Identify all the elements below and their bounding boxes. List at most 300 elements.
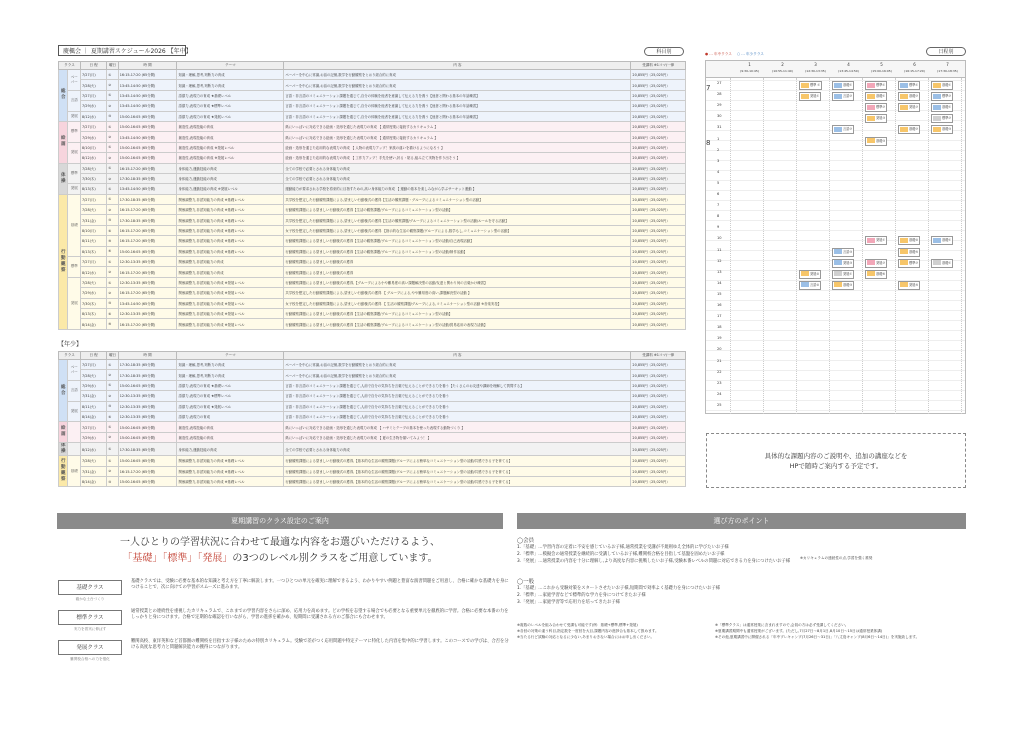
class-level-cell: 発展 (68, 111, 81, 121)
calendar-day: 11 (717, 247, 722, 252)
date-cell: 8/14(金) (81, 476, 107, 486)
time-cell: 13:45-14:50 (65分間) (118, 90, 177, 100)
content-cell: 女子校を想定した行動観察課題による,望ましい行動様式の獲得 【指示的な生活の観察課題/グループによる,数学もし,コミュニケーション型の活動】 (284, 225, 631, 235)
class-color-swatch (867, 116, 875, 121)
table-row (59, 194, 686, 204)
fee-cell: 20,855円（25,025円） (631, 121, 686, 131)
date-cell: 8/14(金) (81, 411, 107, 421)
calendar-column-line (961, 78, 962, 414)
calendar-period-header (733, 61, 766, 75)
time-cell: 17:30-18:35 (65分間) (118, 215, 177, 225)
table-row (59, 101, 686, 111)
time-cell: 16:15-17:20 (65分間) (118, 70, 177, 80)
table-row (59, 267, 686, 277)
col-theme: テーマ (177, 352, 284, 360)
class-color-swatch (867, 105, 875, 110)
calendar-day: 31 (717, 125, 722, 130)
content-cell: 共学校を想定した行動観察課題による,望ましい行動様式の獲得【生活の観察課題・グループによるコミュニケーション型の活動】 (284, 194, 631, 204)
fee-cell: 20,855円（25,025円） (631, 319, 686, 329)
content-cell: 言語・非言語のコミュニケーション課題を通じて,自分の体験を他者を意識して伝える力を養う【他者と関わる基本の年話練習】 (284, 90, 631, 100)
content-cell: 行動観察課題による望ましい行動様式の獲得 (284, 267, 631, 277)
class-section-banner: 夏期講習のクラス設定のご案内 (57, 513, 503, 529)
content-cell: 共学校を想定した行動観察課題による,望ましい行動様式の獲得 【 グループによる,やや難易度の高い,課題解決型の活動 】 (284, 288, 631, 298)
chip-label: 基礎③ (942, 127, 952, 132)
calendar-session-chip[interactable] (832, 248, 854, 257)
class-level-cell: 標準 (68, 121, 81, 142)
session-cell: ① (107, 194, 119, 204)
session-cell: ① (107, 163, 119, 173)
fee-cell: 20,855円（25,025円） (631, 163, 686, 173)
table-row (59, 391, 686, 401)
calendar-session-chip[interactable] (931, 125, 953, 134)
class-color-swatch (801, 83, 809, 88)
table-header-row (59, 352, 686, 360)
table-row (59, 456, 686, 466)
theme-cell: 関係調整力,非認知能力の育成 ※発展レベル (177, 277, 284, 287)
col-date: 日 程 (81, 352, 107, 360)
content-cell: 全ての学校で必要とされる身体能力の育成 (284, 163, 631, 173)
theme-cell: 関係調整力,非認知能力の育成 ※基礎レベル (177, 236, 284, 246)
calendar-day: 23 (717, 380, 722, 385)
calendar-session-chip[interactable] (865, 259, 887, 268)
date-cell: 8/12(水) (81, 111, 107, 121)
date-cell: 7/28(火) (81, 370, 107, 380)
fee-cell: 20,855円（25,025円） (631, 225, 686, 235)
calendar-header (705, 60, 966, 78)
col-theme: テーマ (177, 62, 284, 70)
table-row (59, 90, 686, 100)
calendar-day: 17 (717, 314, 722, 319)
content-cell: 共学校を想定した行動観察課題による,望ましい行動様式の獲得【生活の観察課題/グループによるコミュニケーション型の活動/ルールを守る活動】 (284, 215, 631, 225)
table-row (59, 432, 686, 442)
class-color-swatch (867, 83, 875, 88)
content-cell: 行動観察課題による望ましい行動様式の獲得【生活の観察課題/グループによるコミュニケーション型の活動】 (284, 308, 631, 318)
chip-label: 標準② (942, 94, 952, 99)
period-time: (10:55-11:40) (772, 69, 793, 73)
content-cell: 言語・非言語のコミュニケーション課題を通じて,自分の体験を他者を意識して伝える力を養う【他者と関わる基本の年話練習】 (284, 101, 631, 111)
session-cell: ② (107, 466, 119, 476)
class-label-box: 基礎クラス (58, 580, 122, 595)
calendar-period-header (865, 61, 898, 75)
theme-cell: 創造性,表現技能の育成 (177, 121, 284, 131)
class-description: 基礎クラスでは、受験に必要な基本的な知識と考え方を丁寧に解説します。一つひとつの単元を確実に理解できるよう、わかりやすい例題と豊富な演習問題をご用意し、合格に確かな基礎力を身につけることで、次に向けての学習がスムーズに進みます。 (131, 579, 509, 591)
calendar-session-chip[interactable] (832, 281, 854, 290)
class-color-swatch (834, 260, 842, 265)
theme-cell: 創造性,表現技能の育成 (177, 132, 284, 142)
date-cell: 8/13(木) (81, 184, 107, 194)
class-color-swatch (900, 127, 908, 132)
calendar-session-chip[interactable] (898, 81, 920, 90)
content-cell: 行動観察課題による望ましい行動様式の獲得【生活の観察課題/グループによるコミュニケーション型の活動/貿易応用の表現力活動】 (284, 319, 631, 329)
point-item: 2.「標準」…模擬会の通常授業を継続的に受講しているお子様,難関校合格を目指して基盤を固めたいお子様 (517, 552, 725, 557)
theme-cell: 関係調整力,非認知能力の育成 ※発展レベル (177, 319, 284, 329)
calendar-day: 22 (717, 369, 722, 374)
chip-label: 基礎② (909, 94, 919, 99)
content-cell: 紙にいっぱいに対応できる絵画・造形を通じた表現力の育成 【 通常授業に接続するカリキュラム 】 (284, 121, 631, 131)
calendar-column-line (829, 78, 830, 414)
session-cell: ③ (107, 401, 119, 411)
calendar-day: 1 (717, 136, 720, 141)
calendar-period-header (832, 61, 865, 75)
date-cell: 8/10(月) (81, 142, 107, 152)
class-color-swatch (933, 94, 941, 99)
session-cell: ② (107, 205, 119, 215)
chip-label: 標準② (942, 116, 952, 121)
calendar-session-chip[interactable] (931, 236, 953, 245)
date-cell: 7/28(火) (81, 456, 107, 466)
time-cell: 15:00-16:05 (65分間) (118, 432, 177, 442)
class-color-swatch (900, 105, 908, 110)
content-cell: 行動観察課題による望ましい行動様式の獲得 (284, 257, 631, 267)
class-color-swatch (867, 271, 875, 276)
session-cell: ⑥ (107, 246, 119, 256)
time-cell: 13:45-14:50 (65分間) (118, 184, 177, 194)
table-row (59, 111, 686, 121)
chip-label: 発展④ (810, 271, 820, 276)
chip-label: 基礎① (876, 94, 886, 99)
calendar-day: 8 (717, 214, 720, 219)
theme-cell: 語彙力,表現力の育成 ★基礎レベル (177, 90, 284, 100)
class-color-swatch (867, 94, 875, 99)
col-class: クラス (59, 62, 81, 70)
fee-cell: 20,855円（25,025円） (631, 411, 686, 421)
class-color-swatch (801, 282, 809, 287)
calendar-session-chip[interactable] (832, 125, 854, 134)
theme-cell: 身体能力,運動技能の育成 (177, 173, 284, 183)
content-cell: 紙にいっぱいに対応できる絵画・造形を通じた表現力の育成 【 夏の生き物を描いてみよう！ 】 (284, 432, 631, 442)
content-cell: 行動観察課題による望ましい行動様式の獲得【生活の観察課題/グループによるコミュニケーション型の活動/自己表現活動】 (284, 236, 631, 246)
calendar-column-line (862, 78, 863, 414)
session-cell: ① (107, 184, 119, 194)
calendar-session-chip[interactable] (799, 281, 821, 290)
session-cell: ③ (107, 111, 119, 121)
class-color-swatch (801, 94, 809, 99)
table-row (59, 288, 686, 298)
chip-label: 標準② (909, 260, 919, 265)
time-cell: 15:00-16:05 (65分間) (118, 456, 177, 466)
fee-cell: 20,855円（25,025円） (631, 466, 686, 476)
fee-cell: 20,855円（25,025円） (631, 380, 686, 390)
date-cell: 7/28(火) (81, 205, 107, 215)
schedule-table-jr (58, 351, 686, 487)
calendar-session-chip[interactable] (931, 92, 953, 101)
calendar-column-line (730, 78, 731, 414)
date-cell: 8/11(火) (81, 401, 107, 411)
period-number: 4 (847, 62, 850, 67)
fee-cell: 20,855円（25,025円） (631, 70, 686, 80)
chip-label: 言語③ (843, 249, 853, 254)
chip-label: 標準① (909, 83, 919, 87)
calendar-day: 29 (717, 103, 722, 108)
theme-cell: 創造性,表現技能の育成 (177, 432, 284, 442)
class-level-cell (68, 422, 81, 443)
col-date: 日 程 (81, 62, 107, 70)
session-cell: ② (107, 173, 119, 183)
class-color-swatch (933, 105, 941, 110)
time-cell: 16:15-17:20 (65分間) (118, 319, 177, 329)
chip-label: 発展① (876, 238, 886, 243)
class-color-swatch (933, 127, 941, 132)
grade-label-mid: 【年中】 (167, 48, 192, 55)
class-name-cell: 体操 (59, 163, 68, 194)
point-item: 1.「基礎」…これから受験対策をスタートさせたいお子様,短期間で効率よく基礎力を身につけたいお子様 (517, 586, 721, 591)
table-row (59, 121, 686, 131)
class-description: 難関高校、東洋英和など首都圏の難関校を目指すお子様のための特別カリキュラム。受験で差がつく応用問題や特定テーマに特化した内容を集中的に学習します。このコースでの学びは、合否を分ける高度な思考力と問題解決能力の獲得につながります。 (131, 639, 509, 651)
points-notes-left: ※複数のレベルを組み合わせて受講も可能です(例：基礎+標準,標準+発展) ※各回の対策の違う科目,指定数を一度回を大目,課題内容の進捗合も基本して扱めます。 ※当たる行ど試験の対応となるに少ない,あまりおきない場合にはお申し出ください。 (517, 623, 659, 639)
theme-cell: 関係調整力,非認知能力の育成 ※発展レベル (177, 308, 284, 318)
calendar-session-chip[interactable] (931, 81, 953, 90)
date-cell: 7/29(水) (81, 101, 107, 111)
content-cell: 行動観察課題による望ましい行動様式の獲得,【基本的な生活の観察課題/グループによる簡単なコミュニケーション型の活動/共感できる子を育てる】 (284, 476, 631, 486)
content-cell: 言語・非言語のコミュニケーション課題を通じて,人前で自分の気持ちを言葉で伝えることができる力を養う (284, 391, 631, 401)
class-name-cell: 総合 (59, 360, 68, 422)
table-row (59, 411, 686, 421)
chip-label: 基礎① (942, 83, 952, 87)
class-description: 通常授業との連続性を重視したカリキュラムで、これまでの学習内容をさらに深め、応用力を高めます。どの学校を志望する場合でも必要となる重要単元を徹底的に学習。合格に必要な本番の力をしっかりと身につけます。合格で定期的な確認を行いながら、学習の進捗を確かめ、短期間に受講される方のご都合にも合わせます。 (131, 609, 509, 621)
theme-cell: 関係調整力,非認知能力の育成 ※基礎レベル (177, 225, 284, 235)
calendar-period-header (931, 61, 964, 75)
time-cell: 16:15-17:20 (65分間) (118, 163, 177, 173)
class-level-cell (68, 443, 81, 456)
date-cell: 7/28(火) (81, 80, 107, 90)
class-color-swatch (867, 238, 875, 243)
time-cell: 16:15-17:20 (65分間) (118, 466, 177, 476)
calendar-grid (705, 60, 966, 414)
period-time: (9:30-10:45) (740, 69, 759, 73)
calendar-session-chip[interactable] (799, 92, 821, 101)
session-cell: ① (107, 70, 119, 80)
calendar-session-chip[interactable] (865, 92, 887, 101)
calendar-day: 2 (717, 147, 720, 152)
table-row (59, 215, 686, 225)
time-cell: 15:00-16:05 (65分間) (118, 142, 177, 152)
fee-cell: 20,855円（25,025円） (631, 456, 686, 466)
class-color-swatch (834, 94, 842, 99)
calendar-session-chip[interactable] (799, 81, 822, 90)
hp-notice-box: 具体的な課題内容のご説明や、追加の講座などを HPで随時ご案内する予定です。 (706, 433, 966, 488)
chip-label: 言語② (843, 127, 853, 132)
points-section-banner: 選び方のポイント (517, 513, 966, 529)
calendar-day: 27 (717, 81, 722, 85)
fee-cell: 20,855円（25,025円） (631, 401, 686, 411)
content-cell: 行動観察課題による望ましい行動様式の獲得【生活の観察課題/グループによるコミュニケーション型の活動】 (284, 205, 631, 215)
calendar-day: 4 (717, 169, 720, 174)
chip-label: 言語② (843, 94, 853, 99)
fee-cell: 20,855円（25,025円） (631, 391, 686, 401)
calendar-session-chip[interactable] (799, 270, 821, 279)
class-level-cell: 標準 (68, 257, 81, 278)
date-cell: 8/12(水) (81, 267, 107, 277)
period-number: 5 (880, 62, 883, 67)
table-row (59, 422, 686, 432)
time-cell: 15:00-16:05 (65分間) (118, 121, 177, 131)
session-cell: ① (107, 443, 119, 456)
theme-cell: 身体能力,運動技能の育成 (177, 443, 284, 456)
session-cell: ① (107, 422, 119, 432)
content-cell: 行動観察課題による望ましい行動様式の獲得,【基本的な生活の観察課題/グループによる簡単なコミュニケーション型の活動/共感できる子を育てる】 (284, 456, 631, 466)
class-name-cell: 行動観察 (59, 456, 68, 487)
chip-label: 基礎⑤ (909, 249, 919, 254)
class-color-swatch (867, 138, 875, 143)
date-view-button[interactable]: 日程別 (926, 47, 966, 56)
calendar-session-chip[interactable] (898, 236, 920, 245)
calendar-session-chip[interactable] (865, 270, 887, 279)
time-cell: 16:15-17:20 (65分間) (118, 236, 177, 246)
fee-cell: 20,855円（25,025円） (631, 173, 686, 183)
content-cell: 行動観察課題による望ましい行動様式の獲得,【グループによる小や難易度の高い課題解決型の活動/友達と関わり何の言葉かけ練習】 (284, 277, 631, 287)
session-cell: ④ (107, 411, 119, 421)
class-label-box: 発展クラス (58, 640, 122, 655)
time-cell: 15:00-16:05 (65分間) (118, 380, 177, 390)
date-cell: 7/29(水) (81, 380, 107, 390)
calendar-column-line (796, 78, 797, 414)
calendar-session-chip[interactable] (865, 103, 887, 112)
content-cell: 言語・非言語のコミュニケーション課題を通じて,人前で自分の気持ちを言葉で伝えることができる力を養う (284, 401, 631, 411)
theme-cell: 創造性,表現技能の育成 ※発展レベル (177, 153, 284, 163)
chip-label: 基礎① (942, 105, 952, 110)
point-item: 1.「基礎」…学習内容の定着に不安を感じているお子様,通常授業を受講が不規則ゆえ全体的に学びたいお子様 (517, 545, 729, 550)
time-cell: 15:00-16:05 (65分間) (118, 422, 177, 432)
theme-cell: 関係調整力,非認知能力の育成 ※基礎レベル (177, 456, 284, 466)
theme-cell: 関係調整力,非認知能力の育成 ※基礎レベル (177, 246, 284, 256)
chip-label: 基礎⑥ (876, 271, 886, 276)
theme-cell: 関係調整力,非認知能力の育成 ※発展レベル (177, 298, 284, 308)
class-level-cell: 言語 (68, 90, 81, 111)
col-time: 時 間 (118, 352, 177, 360)
point-item: 3.「発展」…家庭学習等で応用力を培ってきたお子様 (517, 600, 620, 605)
theme-cell: 語彙力,表現力の育成 ★基礎レベル (177, 380, 284, 390)
calendar-session-chip[interactable] (898, 259, 920, 268)
month-august: 8 (706, 139, 711, 147)
session-cell: ② (107, 391, 119, 401)
session-cell: ① (107, 380, 119, 390)
class-tagline: 実力を着実に伸ばす (73, 627, 107, 631)
class-label-box: 標準クラス (58, 610, 122, 625)
calendar-session-chip[interactable] (931, 114, 953, 123)
date-cell: 8/14(金) (81, 319, 107, 329)
calendar-session-chip[interactable] (865, 137, 887, 146)
col-session: 曜日 (107, 62, 119, 70)
schedule-table-mid (58, 61, 686, 330)
content-cell: 全ての学校で必要とされる身体能力の育成 (284, 173, 631, 183)
theme-cell: 関係調整力,非認知能力の育成 (177, 267, 284, 277)
table-row (59, 70, 686, 80)
class-color-swatch (900, 282, 908, 287)
table-row (59, 370, 686, 380)
content-cell: ペーパーを中心に常識,お話の記憶,数学を行動観察をとおり総合的に育成 (284, 70, 631, 80)
class-name-cell: 絵画 (59, 121, 68, 163)
table-row (59, 308, 686, 318)
fee-cell: 20,855円（25,025円） (631, 132, 686, 142)
fee-cell: 20,855円（25,025円） (631, 277, 686, 287)
calendar-session-chip[interactable] (898, 281, 920, 290)
calendar-period-header (766, 61, 799, 75)
date-cell: 8/11(火) (81, 236, 107, 246)
class-color-swatch (900, 249, 908, 254)
calendar-session-chip[interactable] (832, 270, 854, 279)
calendar-session-chip[interactable] (898, 103, 920, 112)
fee-cell: 20,855円（25,025円） (631, 360, 686, 370)
time-cell: 13:45-14:50 (65分間) (118, 80, 177, 90)
table-row (59, 380, 686, 390)
fee-cell: 20,855円（25,025円） (631, 142, 686, 152)
session-cell: ② (107, 267, 119, 277)
subject-view-button[interactable]: 科目別 (644, 47, 684, 56)
time-cell: 12:30-13:35 (65分間) (118, 257, 177, 267)
calendar-session-chip[interactable] (931, 103, 953, 112)
calendar-session-chip[interactable] (898, 92, 920, 101)
date-cell: 7/31(金) (81, 466, 107, 476)
theme-cell: 語彙力,表現力の育成 ★発展レベル (177, 401, 284, 411)
fee-cell: 20,855円（25,025円） (631, 205, 686, 215)
date-cell: 7/27(月) (81, 90, 107, 100)
calendar-session-chip[interactable] (832, 81, 854, 90)
class-level-cell: 基礎 (68, 456, 81, 487)
col-session: 曜日 (107, 352, 119, 360)
session-cell: ② (107, 132, 119, 142)
table-row (59, 142, 686, 152)
class-color-swatch (900, 94, 908, 99)
calendar-session-chip[interactable] (865, 81, 887, 90)
table-row (59, 246, 686, 256)
fee-cell: 20,855円（25,025円） (631, 288, 686, 298)
calendar-session-chip[interactable] (898, 248, 920, 257)
content-cell: ペーパーを中心に常識,お話の記憶,数学を行動観察をとおり総合的に育成 (284, 360, 631, 370)
calendar-session-chip[interactable] (832, 259, 854, 268)
theme-cell: 知識・理解,思考,判断力の育成 (177, 370, 284, 380)
time-cell: 17:30-18:35 (65分間) (118, 173, 177, 183)
date-cell: 8/13(木) (81, 308, 107, 318)
fee-cell: 20,855円（25,025円） (631, 370, 686, 380)
time-cell: 15:00-16:05 (65分間) (118, 111, 177, 121)
calendar-session-chip[interactable] (832, 92, 854, 101)
calendar-column-line (895, 78, 896, 414)
date-cell: 7/29(水) (81, 132, 107, 142)
content-cell: ペーパーを中心に常識,お話の記憶,数学を行動観察をとおり総合的に育成 (284, 80, 631, 90)
date-cell: 7/29(水) (81, 288, 107, 298)
grade-label-jr: 【年少】 (58, 341, 83, 348)
fee-cell: 20,855円（25,025円） (631, 308, 686, 318)
calendar-day: 6 (717, 192, 720, 196)
class-tagline: 確かな土台づくり (75, 597, 105, 601)
time-cell: 12:30-13:35 (65分間) (118, 411, 177, 421)
time-cell: 12:30-13:35 (65分間) (118, 308, 177, 318)
chip-label: 基礎① (843, 83, 853, 87)
page-title: 慶楓会 ｜ 夏期講習スケジュール2026 【年中】 (58, 45, 186, 56)
calendar-session-chip[interactable] (865, 236, 887, 245)
calendar-day: 12 (717, 258, 722, 263)
col-content: 内 容 (284, 352, 631, 360)
theme-cell: 関係調整力,非認知能力の育成 ※基礎レベル (177, 466, 284, 476)
content-cell: 言語・非言語のコミュニケーション課題を通じて,人前で自分の気持ちを言葉で伝えることができる力を養う【たくさんのお友達や講師を理解して質問する】 (284, 380, 631, 390)
date-cell: 7/31(金) (81, 215, 107, 225)
calendar-session-chip[interactable] (898, 125, 920, 134)
class-tagline: 難関校合格への力を強化 (70, 657, 110, 661)
calendar-day: 19 (717, 336, 722, 341)
fee-cell: 20,855円（25,025円） (631, 80, 686, 90)
content-cell: 紙にいっぱいに対応できる絵画・造形を通じた表現力の育成 【 ハサミとテープの基本を使った表現する動物づくり 】 (284, 422, 631, 432)
content-cell: 全ての学校で必要とされる身体能力の育成 (284, 443, 631, 456)
calendar-session-chip[interactable] (865, 114, 887, 123)
chip-label: 発展⑤ (909, 282, 919, 287)
session-cell: ① (107, 360, 119, 370)
calendar-session-chip[interactable] (931, 259, 953, 268)
time-cell: 17:30-18:35 (65分間) (118, 360, 177, 370)
fee-cell: 20,855円（25,025円） (631, 432, 686, 442)
class-color-swatch (900, 238, 908, 243)
calendar-day: 16 (717, 303, 722, 307)
col-content: 内 容 (284, 62, 631, 70)
